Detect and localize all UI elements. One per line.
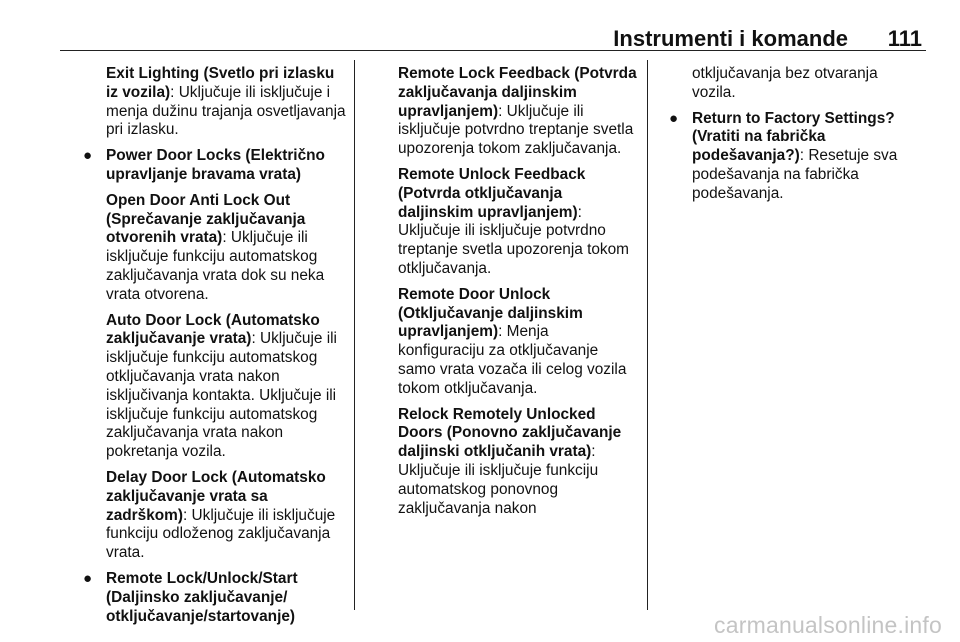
desc-relock-continued: otključavanja bez otvaranja vozila. (692, 65, 878, 101)
desc-open-door-anti-lock-out: : Uključuje ili isključuje funkciju automatskog zaključavanja vrata dok su neka vrata otvorena. (106, 229, 325, 303)
term-auto-door-lock: Auto Door Lock (Automatsko zaključavanje vrata) (106, 311, 320, 348)
bullet-icon: ● (669, 109, 679, 127)
column-divider-2 (647, 60, 648, 610)
term-exit-lighting: Exit Lighting (Svetlo pri izlasku iz vozila) (106, 65, 335, 101)
column-3 (669, 65, 912, 211)
paragraph-auto-door-lock (106, 312, 348, 462)
desc-exit-lighting: : Uključuje ili isključuje i menja dužinu trajanja osvetljavanja pri izlasku. (106, 83, 346, 139)
column-2 (398, 65, 638, 525)
desc-remote-lock-feedback: : Uključuje ili isključuje potvrdno treptanje svetla upozorenja tokom zaključavanja. (398, 102, 634, 158)
paragraph-exit-lighting (106, 65, 348, 140)
column-divider-1 (354, 60, 355, 610)
paragraph-relock-continued (692, 65, 912, 103)
desc-remote-door-unlock: : Menja konfiguraciju za otključavanje samo vrata vozača ili celog vozila tokom otključavanja. (398, 323, 627, 397)
column-1 (83, 65, 348, 633)
bullet-icon: ● (83, 147, 93, 165)
header-divider (60, 50, 926, 51)
desc-return-to-factory-settings: : Resetuje sva podešavanja na fabrička podešavanja. (692, 147, 898, 202)
paragraph-remote-lock-feedback (398, 65, 638, 159)
list-item-power-door-locks (83, 147, 348, 185)
bullet-icon: ● (83, 569, 93, 587)
desc-relock-remotely-unlocked-doors: : Uključuje ili isključuje funkciju automatskog ponovnog zaključavanja nakon (398, 443, 599, 517)
paragraph-remote-door-unlock (398, 286, 638, 399)
paragraph-delay-door-lock (106, 469, 348, 563)
term-open-door-anti-lock-out: Open Door Anti Lock Out (Sprečavanje zaključavanja otvorenih vrata) (106, 191, 306, 247)
desc-delay-door-lock: : Uključuje ili isključuje funkciju odloženog zaključavanja vrata. (106, 506, 336, 562)
term-remote-lock-feedback: Remote Lock Feedback (Potvrda zaključavanja daljinskim upravljanjem) (398, 65, 637, 120)
list-item-return-to-factory-settings (669, 109, 912, 204)
paragraph-relock-remotely-unlocked-doors (398, 406, 638, 519)
desc-auto-door-lock: : Uključuje ili isključuje funkciju automatskog otključavanja vrata nakon isključivanja kontakta. Uključuje ili isključuje funkciju automatskog zaključavanja vrata nakon pokretanja vozila. (106, 330, 337, 461)
paragraph-remote-unlock-feedback (398, 166, 638, 279)
section-title: Instrumenti i komande (613, 26, 848, 51)
term-delay-door-lock: Delay Door Lock (Automatsko zaključavanje vrata sa zadrškom) (106, 468, 326, 524)
page-number: 111 (887, 26, 922, 51)
term-remote-unlock-feedback: Remote Unlock Feedback (Potvrda otključavanja daljinskim upravljanjem) (398, 165, 586, 221)
page-header (60, 0, 926, 52)
term-remote-lock-unlock-start: Remote Lock/Unlock/Start (Daljinsko zaključavanje/ otključavanje/startovanje) (106, 569, 298, 625)
term-remote-door-unlock: Remote Door Unlock (Otključavanje daljinskim upravljanjem) (398, 285, 583, 341)
term-power-door-locks: Power Door Locks (Električno upravljanje bravama vrata) (106, 147, 325, 183)
term-relock-remotely-unlocked-doors: Relock Remotely Unlocked Doors (Ponovno zaključavanje daljinski otključanih vrata) (398, 405, 622, 461)
term-return-to-factory-settings: Return to Factory Settings? (Vratiti na fabrička podešavanja?) (692, 109, 895, 165)
list-item-remote-lock-unlock-start (83, 569, 348, 626)
desc-remote-unlock-feedback: : Uključuje ili isključuje potvrdno treptanje svetla upozorenja tokom otključavanja. (398, 203, 629, 277)
paragraph-open-door-anti-lock-out (106, 192, 348, 305)
watermark-text: carmanualsonline.info (714, 612, 942, 638)
